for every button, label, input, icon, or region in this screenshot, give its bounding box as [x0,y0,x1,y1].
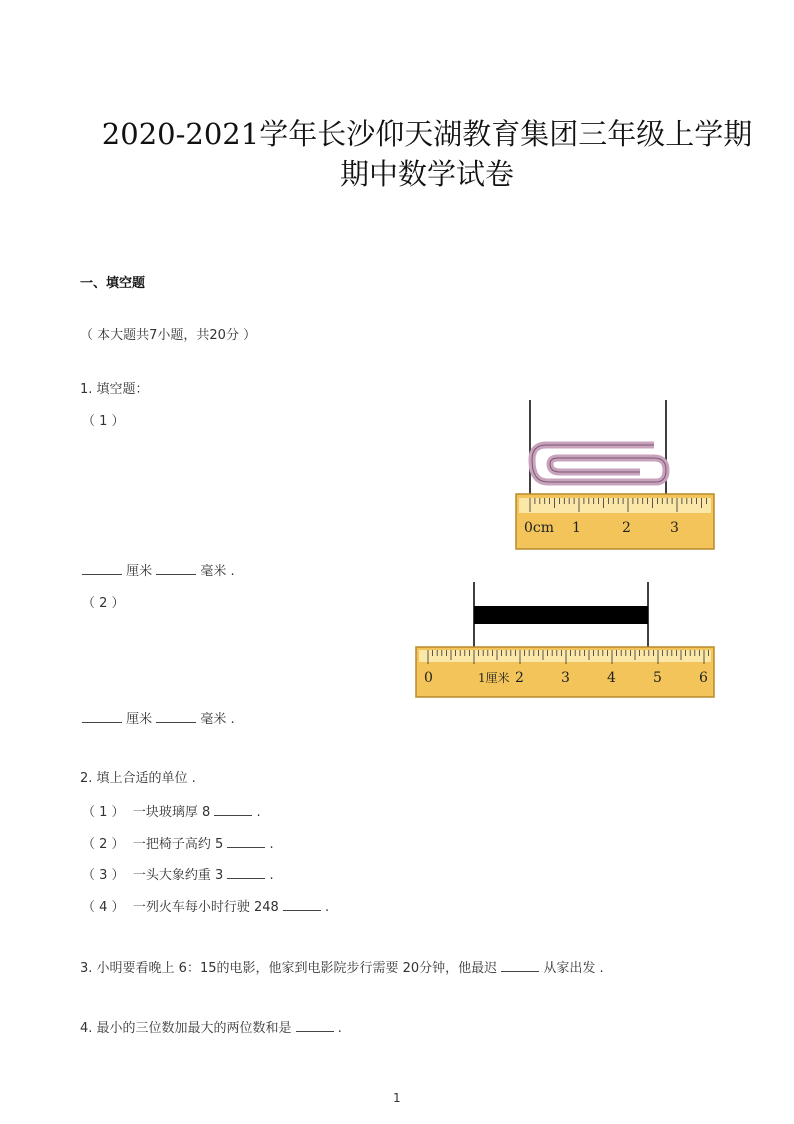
q1-part1-answer: 厘米 毫米 . [82,560,235,579]
answer-blank[interactable] [82,710,122,723]
q2-prompt: 2. 填上合适的单位 . [80,771,196,786]
ruler2-label-4: 4 [607,670,616,686]
ruler1-label-2: 2 [622,520,631,536]
ruler2-label-3: 3 [561,670,570,686]
answer-blank[interactable] [227,835,265,848]
q1-prompt: 1. 填空题： [80,382,149,397]
ruler1-label-1: 1 [572,520,581,536]
page-number: 1 [393,1091,401,1105]
title-line-2: 期中数学试卷 [339,157,514,191]
title-line-1: 2020-2021学年长沙仰天湖教育集团三年级上学期 [101,117,753,151]
answer-blank[interactable] [227,866,265,879]
q2-item-1: （ 1 ） 一块玻璃厚 8 . [82,805,261,820]
ruler2-label-1: 1厘米 [478,671,510,685]
answer-blank[interactable] [214,803,252,816]
answer-blank[interactable] [82,562,122,575]
ruler2-label-5: 5 [653,670,662,686]
ruler2-label-6: 6 [699,670,708,686]
paperclip-icon [532,445,666,482]
q3: 3. 小明要看晚上 6：15的电影，他家到电影院步行需要 20分钟，他最迟 从家出发 . [80,961,604,976]
answer-blank[interactable] [501,959,539,972]
answer-blank[interactable] [296,1019,334,1032]
answer-blank[interactable] [283,898,321,911]
q2-item-4: （ 4 ） 一列火车每小时行驶 248 . [82,900,330,915]
ruler-figure-1 [514,400,716,552]
ruler2-label-0: 0 [424,670,433,686]
ruler1-label-3: 3 [670,520,679,536]
q2-item-2: （ 2 ） 一把椅子高约 5 . [82,837,274,852]
ruler-figure-2 [414,582,716,702]
section-note: （ 本大题共7小题，共20分 ） [80,328,257,343]
black-bar [474,606,648,624]
ruler1-label-0: 0cm [524,520,555,536]
q1-part1-label: （ 1 ） [82,414,125,429]
document-title [60,114,794,194]
answer-blank[interactable] [156,710,196,723]
q1-part2-label: （ 2 ） [82,596,125,611]
q2-item-3: （ 3 ） 一头大象约重 3 . [82,868,274,883]
ruler2-label-2: 2 [515,670,524,686]
q4: 4. 最小的三位数加最大的两位数和是 . [80,1021,342,1036]
section-heading: 一、填空题 [80,276,146,291]
q1-part2-answer: 厘米 毫米 . [82,708,235,727]
answer-blank[interactable] [156,562,196,575]
